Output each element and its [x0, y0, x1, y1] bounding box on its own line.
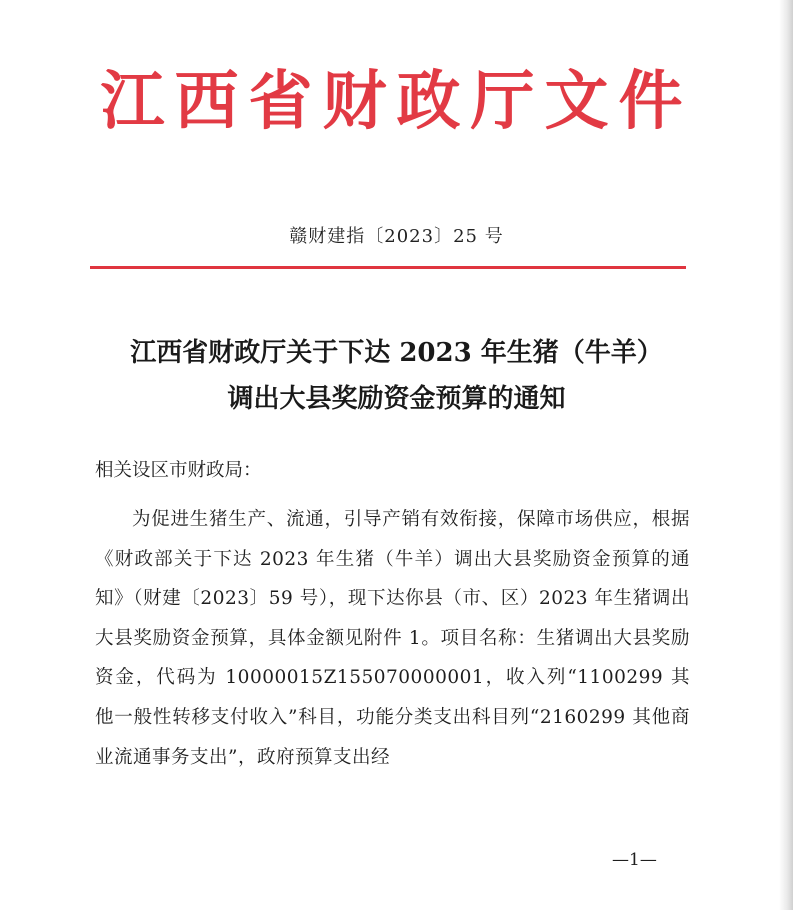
scan-edge-shadow — [779, 0, 793, 910]
salutation: 相关设区市财政局： — [95, 460, 262, 481]
red-divider-line — [90, 266, 686, 269]
page-number: —1— — [612, 850, 657, 870]
notice-title — [60, 330, 733, 422]
notice-title-line-2: 调出大县奖励资金预算的通知 — [227, 384, 566, 414]
notice-title-line-1: 江西省财政厅关于下达 2023 年生猪（牛羊） — [130, 338, 663, 368]
body-paragraph: 为促进生猪生产、流通，引导产销有效衔接，保障市场供应，根据《财政部关于下达 2023 年生猪（牛羊）调出大县奖励资金预算的通知》（财建〔2023〕59 号），现下达你县（市、区）2023 年生猪调出大县奖励资金预算，具体金额见附件 1。项目名称：生猪调出大县奖励资金，代码为 10000015Z155070000001，收入列“1100299 其他一般性转移支付收入”科目，功能分类支出科目列“2160299 其他商业流通事务支出”，政府预算支出经 — [95, 509, 690, 768]
document-number: 赣财建指〔2023〕25 号 — [289, 226, 504, 247]
masthead-title: 江西省财政厅文件 — [100, 64, 693, 139]
